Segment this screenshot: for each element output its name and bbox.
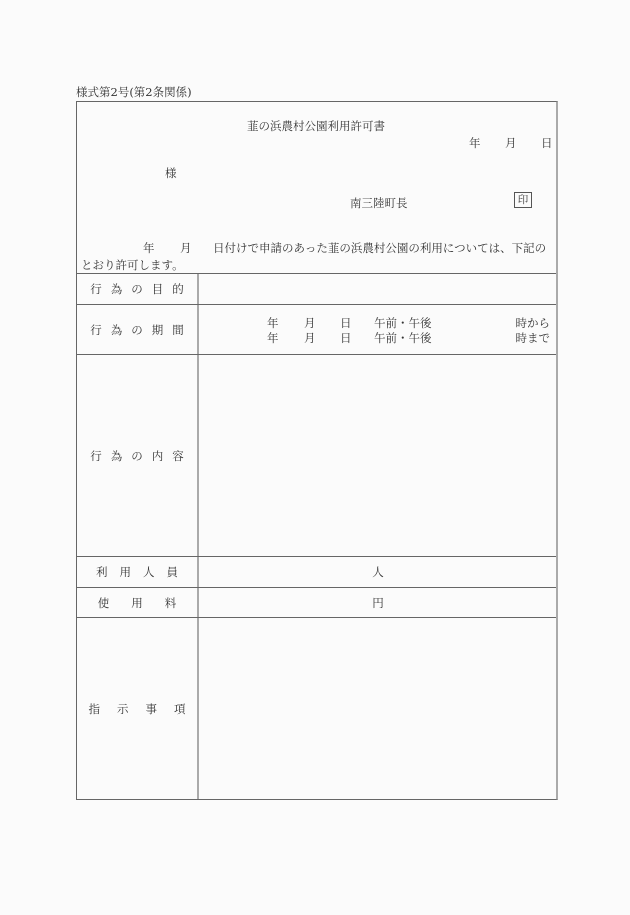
start-time-suffix: 時から (515, 316, 550, 330)
end-year: 年 (267, 331, 279, 345)
purpose-field[interactable] (200, 274, 556, 304)
row-period (77, 305, 556, 355)
instructions-label: 指示事項 (88, 701, 203, 716)
addressee-suffix: 様 (165, 166, 177, 180)
content-label-cell (77, 355, 199, 556)
permit-statement-line1: 日付けで申請のあった韮の浜農村公園の利用については、下記の (213, 241, 547, 255)
fee-field[interactable] (200, 588, 556, 617)
start-month: 月 (304, 316, 316, 330)
permit-statement-line2: とおり許可します。 (81, 258, 184, 272)
permit-header-section (77, 102, 556, 274)
instructions-field[interactable] (200, 618, 556, 799)
application-date-month: 月 (180, 241, 192, 255)
fee-label: 使用料 (97, 595, 199, 610)
permit-form (76, 101, 558, 800)
row-purpose (77, 274, 556, 305)
issue-date-month: 月 (505, 136, 517, 150)
end-month: 月 (304, 331, 316, 345)
period-label: 行為の期間 (90, 322, 193, 337)
fee-label-cell (77, 588, 199, 617)
end-am-pm: 午前・午後 (374, 331, 432, 345)
fee-unit: 円 (372, 595, 384, 610)
period-end-line (200, 330, 556, 344)
application-date-year: 年 (143, 241, 155, 255)
period-field[interactable] (200, 305, 556, 354)
users-label: 利用人員 (96, 565, 190, 579)
row-instructions (77, 618, 556, 799)
issuer-name: 南三陸町長 (350, 196, 408, 210)
purpose-label-cell (77, 274, 199, 304)
start-year: 年 (267, 316, 279, 330)
users-field[interactable] (200, 557, 556, 587)
row-content (77, 355, 556, 557)
row-users (77, 557, 556, 588)
start-am-pm: 午前・午後 (374, 316, 432, 330)
content-field[interactable] (200, 355, 556, 556)
instructions-label-cell (77, 618, 203, 799)
content-label: 行為の内容 (90, 448, 193, 463)
seal-icon: 印 (514, 192, 532, 208)
users-label-cell (77, 557, 199, 587)
purpose-label: 行為の目的 (90, 282, 193, 296)
users-unit: 人 (372, 565, 384, 579)
end-day: 日 (340, 331, 352, 345)
issue-date-year: 年 (469, 136, 481, 150)
issue-date-day: 日 (541, 136, 553, 150)
row-fee (77, 588, 556, 618)
end-time-suffix: 時まで (515, 331, 550, 345)
form-number-label: 様式第2号(第2条関係) (76, 85, 192, 99)
period-start-line (200, 315, 556, 329)
start-day: 日 (340, 316, 352, 330)
document-title: 韮の浜農村公園利用許可書 (247, 119, 385, 133)
period-label-cell (77, 305, 199, 354)
